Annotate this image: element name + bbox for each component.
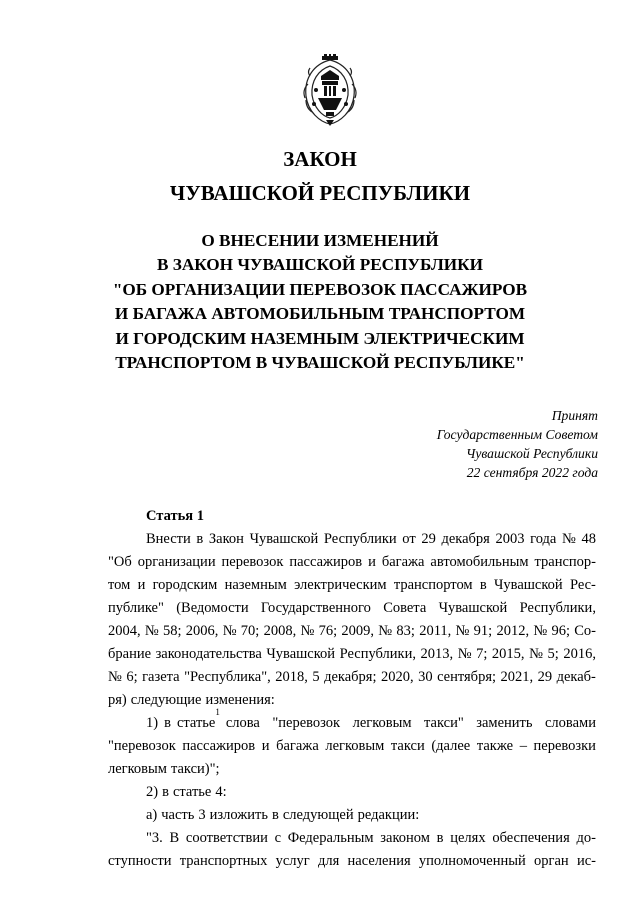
word: 83; (396, 623, 415, 639)
word: 2020, (380, 669, 414, 685)
word: орган (534, 853, 569, 869)
word: Республики, (519, 600, 596, 616)
word: декаб- (556, 669, 596, 685)
word: 2) (146, 784, 159, 800)
word: 2011, (419, 623, 452, 639)
word: с (274, 830, 281, 846)
word: газета (142, 669, 180, 685)
word: для (317, 853, 340, 869)
word: (Ведомости (176, 600, 249, 616)
word: 1) (146, 715, 159, 731)
subject-line: В ЗАКОН ЧУВАШСКОЙ РЕСПУБЛИКИ (157, 255, 483, 275)
adoption-line: Государственным Советом (436, 427, 598, 442)
text-line (108, 735, 596, 758)
adoption-date: 22 сентября 2022 года (466, 465, 598, 480)
word: "перевозок (108, 738, 176, 754)
subject-line: О ВНЕСЕНИИ ИЗМЕНЕНИЙ (201, 231, 439, 250)
word: Чувашской (266, 646, 336, 662)
text-line (108, 689, 596, 712)
word: Чувашской (494, 577, 563, 593)
text-line (108, 666, 596, 689)
word: 2016, (563, 646, 596, 662)
word: "3. (146, 830, 163, 846)
word: такси" (424, 715, 464, 731)
word: и (261, 738, 270, 754)
law-title: ЗАКОН (283, 147, 357, 171)
word: и (137, 577, 146, 593)
word: перевозок (221, 554, 284, 570)
word: 2021, (500, 669, 534, 685)
word: 7; (476, 646, 488, 662)
word: заменить (476, 715, 533, 731)
word: в (196, 531, 204, 547)
word: изменения: (205, 692, 275, 708)
word: целях (450, 830, 486, 846)
text-line (108, 804, 596, 827)
subject-line: И ГОРОДСКИМ НАЗЕМНЫМ ЭЛЕКТРИЧЕСКИМ (115, 328, 525, 348)
word: от (402, 531, 416, 547)
word: Закон (208, 531, 244, 547)
adoption-note (437, 406, 598, 482)
word: в (479, 577, 487, 593)
article-heading: Статья 1 (146, 508, 204, 524)
text-line (108, 574, 596, 597)
word: Республики (323, 531, 397, 547)
word: слова (225, 715, 260, 731)
word: легковым (108, 761, 167, 777)
word: № (529, 646, 543, 662)
word: декабря; (324, 669, 377, 685)
word: 2008, (263, 623, 297, 639)
word: в (162, 784, 169, 800)
word: № (378, 623, 393, 639)
word: словами (545, 715, 596, 731)
chuvash-republic-emblem-icon (296, 54, 364, 128)
word: Чувашской (249, 531, 319, 547)
subject-line: ТРАНСПОРТОМ В ЧУВАШСКОЙ РЕСПУБЛИКЕ" (115, 353, 525, 373)
word: В (169, 830, 180, 846)
word: Федеральным (287, 830, 374, 846)
word: 5 (312, 669, 320, 685)
adoption-line: Чувашской Республики (465, 446, 598, 461)
word: наземным (224, 577, 287, 593)
word: перевозки (533, 738, 596, 754)
word: багажа (276, 738, 319, 754)
text-line (108, 643, 596, 666)
word: декабря (441, 531, 490, 547)
word: брание (108, 646, 152, 662)
word: также (476, 738, 514, 754)
word: ступности (108, 853, 172, 869)
word: № (222, 623, 237, 639)
word: населения (347, 853, 411, 869)
word: 4: (215, 784, 227, 800)
text-line (108, 528, 596, 551)
word: № (300, 623, 315, 639)
word: багажа (381, 554, 425, 570)
word: года (530, 531, 557, 547)
word: публике" (108, 600, 164, 616)
word: "перевозок (272, 715, 341, 731)
word: организации (137, 554, 216, 570)
word: 2018, (275, 669, 308, 685)
word: 2004, (108, 623, 141, 639)
word: № (455, 623, 470, 639)
word: городским (152, 577, 218, 593)
word: обеспечения (492, 830, 570, 846)
word: № (144, 623, 159, 639)
word: в (271, 807, 279, 823)
text-line (108, 758, 596, 781)
word: законодательства (155, 646, 262, 662)
word: сентября; (437, 669, 497, 685)
word: 29 (537, 669, 553, 685)
word: № (562, 531, 576, 547)
law-title-republic: ЧУВАШСКОЙ РЕСПУБЛИКИ (169, 181, 471, 205)
word: Рес- (569, 577, 596, 593)
word: статье (176, 715, 216, 731)
text-line (108, 551, 596, 574)
text-line-item-1 (108, 707, 596, 735)
word: следующие (130, 692, 202, 708)
text-fragment (226, 712, 596, 735)
text-line (108, 781, 596, 804)
word: транспортом (393, 577, 473, 593)
article-body (108, 528, 596, 873)
word: "Республика", (184, 669, 271, 685)
subject-line: "ОБ ОРГАНИЗАЦИИ ПЕРЕВОЗОК ПАССАЖИРОВ (112, 279, 528, 299)
word: 70; (240, 623, 260, 639)
superscript-article-number: 1 (215, 707, 220, 717)
word: 91; (473, 623, 493, 639)
word: 30 (418, 669, 433, 685)
text-line (108, 597, 596, 620)
word: 48 (581, 531, 596, 547)
word: (далее (431, 738, 471, 754)
word: 29 (421, 531, 436, 547)
word: легковым (325, 738, 385, 754)
word: легковым (352, 715, 412, 731)
word: 6; (126, 669, 138, 685)
word: Государственного (260, 600, 371, 616)
word: 2013, (420, 646, 454, 662)
word: № (457, 646, 472, 662)
word: 2012, (496, 623, 530, 639)
text-line (108, 827, 596, 850)
word: 2006, (185, 623, 219, 639)
word: Республики, (339, 646, 416, 662)
word: транспортных (179, 853, 268, 869)
word: соответствии (185, 830, 268, 846)
word: пассажиров (182, 738, 256, 754)
word: такси (390, 738, 425, 754)
word: услуг (275, 853, 310, 869)
word: 2009, (341, 623, 375, 639)
word: Внести (146, 531, 191, 547)
word: 5; (547, 646, 559, 662)
word: 3 (198, 807, 206, 823)
word: № (108, 669, 122, 685)
word: законом (380, 830, 430, 846)
word: в (436, 830, 444, 846)
word: ис- (576, 853, 596, 869)
word: транспор- (534, 554, 596, 570)
word: том (108, 577, 131, 593)
word: 2015, (491, 646, 525, 662)
word: 58; (163, 623, 182, 639)
word: часть (161, 807, 195, 823)
word: изложить (209, 807, 268, 823)
word: автомобильным (430, 554, 529, 570)
word: – (519, 738, 527, 754)
word: и (368, 554, 376, 570)
word: 2003 (495, 531, 525, 547)
word: ря) (108, 692, 127, 708)
word: 76; (318, 623, 338, 639)
word: статье (172, 784, 212, 800)
text-fragment (146, 712, 215, 735)
word: а) (146, 807, 158, 823)
word: Чувашской (438, 600, 508, 616)
word: Совета (383, 600, 427, 616)
word: редакции: (357, 807, 420, 823)
adoption-line: Принят (551, 408, 598, 423)
word: такси)"; (170, 761, 220, 777)
word: Со- (574, 623, 596, 639)
word: пассажиров (289, 554, 363, 570)
word: электрическим (294, 577, 387, 593)
word: "Об (108, 554, 132, 570)
text-line (108, 620, 596, 643)
word: до- (576, 830, 596, 846)
word: уполномоченный (418, 853, 526, 869)
word: № (533, 623, 548, 639)
text-line (108, 850, 596, 873)
law-subject-title (0, 229, 640, 375)
word: следующей (282, 807, 354, 823)
subject-line: И БАГАЖА АВТОМОБИЛЬНЫМ ТРАНСПОРТОМ (114, 304, 526, 324)
word: 96; (551, 623, 570, 639)
word: в (164, 715, 171, 731)
